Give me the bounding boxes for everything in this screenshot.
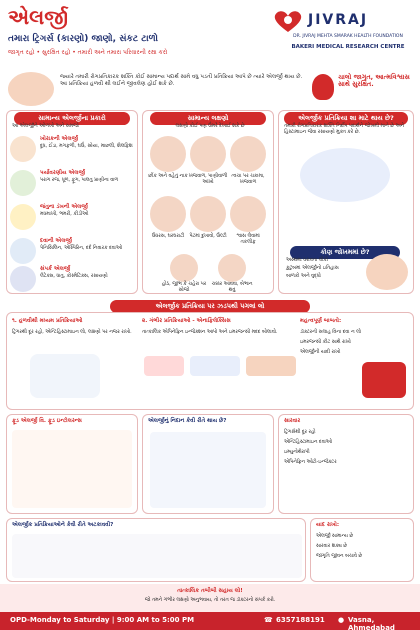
skin-rash-icon: [230, 136, 266, 172]
pills-illustration: [30, 354, 100, 398]
location: Vasna, Ahmedabad: [348, 616, 395, 630]
contact-allergy-icon: [10, 266, 36, 292]
symptoms-title: સામાન્ય લક્ષણો: [150, 112, 266, 125]
page-title: એલર્જી: [8, 5, 68, 29]
severe-reaction-title: ૨. ગંભીર પ્રતિક્રિયાઓ - એનાફિલેક્સિસ: [142, 318, 231, 324]
location-pin-icon: ●: [338, 616, 345, 624]
shield-icon: [312, 74, 334, 100]
breathing-icon: [230, 196, 266, 232]
epinephrine-pen-icon: [144, 356, 184, 376]
page-subtitle: તમારા ટ્રિગર્સ (કારણો) જાણો, સંકટ ટાળો: [8, 34, 158, 44]
treatment-title: સારવાર: [284, 418, 301, 424]
drug-allergy-label: દવાની એલર્જી: [40, 238, 72, 244]
eye-icon: [190, 136, 226, 172]
stomach-icon: [190, 196, 226, 232]
act-fast-title: એલર્જીક પ્રતિક્રિયા પર ઝડપથી પગલાં લો: [110, 300, 310, 313]
diagnosis-tests: [150, 432, 266, 508]
prevention-tips: [12, 534, 302, 578]
injection-icon: [190, 356, 240, 376]
symptom-label: પેટમાં દુખાવો, ઉલ્ટી: [189, 234, 227, 239]
important-point: ઇમરજન્સી કીટ સાથે રાખો: [300, 340, 351, 345]
symptom-label: ખંજવાળ, પાણીવાળી આંખો: [188, 174, 228, 186]
insect-allergy-label: જંતુના ડંખની એલર્જી: [40, 204, 88, 210]
allergy-types-desc: આ એલર્જીને ઓળખો અને સમજો: [12, 124, 79, 129]
cough-icon: [150, 196, 186, 232]
remember-title: યાદ રાખો:: [316, 522, 340, 528]
mild-reaction-title: ૧. હળવીથી મધ્યમ પ્રતિક્રિયાઓ: [12, 318, 83, 324]
important-point: ડૉક્ટરની સલાહ વિના દવા ન લો: [300, 330, 361, 335]
symptom-label: શ્વાસ લેવામાં તકલીફ: [236, 234, 260, 246]
severe-reaction-text: તાત્કાલિક એપિનેફ્રિન ઇન્જેક્શન આપો અને ઇમરજન્સી મદદ બોલાવો.: [142, 330, 278, 335]
remember-item: સારવાર શક્ય છે: [316, 544, 348, 549]
page-tagline: જાગૃત રહો • સુરક્ષિત રહો • તમારી અને તમારા પરિવારની રક્ષા કરો: [8, 49, 168, 56]
opd-hours: OPD-Monday to Saturday | 9:00 AM to 5:00 PM: [10, 616, 195, 624]
treatment-item: ઇમ્યુનોથેરાપી: [284, 450, 310, 455]
environment-allergy-icon: [10, 170, 36, 196]
risk-item: કુટુંબમાં એલર્જીનો ઇતિહાસ: [286, 266, 339, 271]
important-point: એલર્જીની યાદી રાખો: [300, 350, 341, 355]
why-reaction-desc: તમારી રોગપ્રતિકારક શક્તિ નિર્દોષ પદાર્થને જોખમી માને છે અને હિસ્ટામાઇન જેવા રસાયણો મુક્ત કરે છે.: [284, 124, 405, 136]
food-allergy-desc: દૂધ, ઈંડા, મગફળી, ઘઉં, સોયા, માછલી, શેલફિશ: [40, 144, 133, 149]
first-aid-kit-icon: [362, 362, 406, 398]
dizzy-icon: [218, 254, 246, 282]
environment-allergy-desc: પરાગ રજ, ધૂળ, ફૂગ, પાલતુ પ્રાણીના વાળ: [40, 178, 119, 183]
phone-number[interactable]: 6357188191: [276, 616, 325, 624]
diagnosis-title: એલર્જીનું નિદાન કેવી રીતે થાય છે?: [148, 418, 227, 424]
swelling-icon: [170, 254, 198, 282]
intro-callout: ચાલો જાગૃત, આત્મવિશ્વાસ સાથે સુરક્ષિત.: [338, 73, 410, 89]
risk-title: કોણ જોખમમાં છે?: [290, 246, 400, 259]
why-reaction-title: એલર્જીક પ્રતિક્રિયા શા માટે થાય છે?: [284, 112, 408, 125]
immune-cell-illustration: [300, 148, 390, 202]
mild-reaction-text: ટ્રિગરથી દૂર રહો, એન્ટિહિસ્ટામાઇન લો, લક્ષણો પર નજર રાખો.: [12, 330, 132, 335]
treatment-item: એપિનેફ્રિન ઓટો-ઇન્જેક્ટર: [284, 460, 337, 465]
risk-item: અસ્થમા ધરાવતા લોકો: [286, 258, 329, 263]
treatment-item: ટ્રિગર્સથી દૂર રહો: [284, 430, 316, 435]
allergy-types-title: સામાન્ય એલર્જીના પ્રકારો: [14, 112, 130, 125]
important-points-title: મહત્વપૂર્ણ બાબતો:: [300, 318, 342, 324]
remember-item: જાગૃતિ જીવન બચાવે છે: [316, 554, 363, 559]
logo-subtitle: DR. JIVRAJ MEHTA SMARAK HEALTH FOUNDATION: [293, 34, 403, 39]
remember-item: એલર્જી સામાન્ય છે: [316, 534, 354, 539]
food-allergy-label: ખોરાકની એલર્જી: [40, 136, 79, 142]
heart-logo-icon: [270, 8, 306, 34]
drug-allergy-icon: [10, 238, 36, 264]
sneeze-icon: [150, 136, 186, 172]
comparison-table: [12, 430, 132, 508]
symptoms-desc: લક્ષણો કોઈ પણ ઉંમરે દેખાઈ શકે છે: [175, 124, 245, 129]
family-illustration: [366, 254, 408, 290]
sneezing-person-illustration: [8, 72, 54, 106]
patient-icon: [246, 356, 296, 376]
phone-icon: ☎: [264, 616, 273, 624]
contact-allergy-label: સંપર્ક એલર્જી: [40, 266, 71, 272]
drug-allergy-desc: પેનિસિલિન, એસ્પિરિન, દર્દ નિવારક દવાઓ: [40, 246, 122, 251]
symptom-label: હોઠ, જીભ કે ચહેરા પર સોજો: [161, 282, 207, 294]
insect-sting-icon: [10, 204, 36, 230]
intro-text: જ્યારે તમારી રોગપ્રતિકારક શક્તિ કોઈ સામાન્ય પદાર્થ સામે વધુ પડતી પ્રતિક્રિયા આપે છે ત્યારે એલર્જી થાય છે. આ પ્રતિક્રિયા હળવી થી લઈને જીવલેણ હોઈ શકે છે.: [60, 74, 303, 88]
treatment-item: એન્ટિહિસ્ટામાઇન દવાઓ: [284, 440, 332, 445]
environment-allergy-label: પર્યાવરણીય એલર્જી: [40, 170, 85, 176]
symptom-label: છીંક અને વહેતું નાક: [148, 174, 188, 179]
symptom-label: ઉધરસ, ઘરઘરાટી: [151, 234, 185, 239]
symptom-label: ત્વચા પર ચકામા, ખંજવાળ: [231, 174, 265, 186]
prevention-title: એલર્જીક પ્રતિક્રિયાઓને કેવી રીતે અટકાવવી?: [12, 522, 114, 528]
insect-allergy-desc: મધમાખી, ભમરી, કીડીઓ: [40, 212, 89, 217]
logo-center-name: BAKERI MEDICAL RESEARCH CENTRE: [291, 44, 405, 50]
risk-item: બાળકો અને વૃદ્ધો: [286, 274, 321, 279]
emergency-title: તાત્કાલિક તબીબી સહાય લો!: [177, 588, 243, 594]
food-comparison-title: ફૂડ એલર્જી વિ. ફૂડ ઇન્ટોલરન્સ: [12, 418, 82, 424]
logo-name: JIVRAJ: [308, 12, 369, 28]
contact-allergy-desc: લેટેક્સ, ધાતુ, કોસ્મેટિક્સ, રસાયણો: [40, 274, 108, 279]
emergency-text: જો તમને ગંભીર લક્ષણો અનુભવાય, તો તરત જ ડૉક્ટરનો સંપર્ક કરો.: [144, 598, 276, 603]
food-allergy-icon: [10, 136, 36, 162]
symptom-label: ચક્કર આવવા, બેભાન થવું: [211, 282, 253, 294]
